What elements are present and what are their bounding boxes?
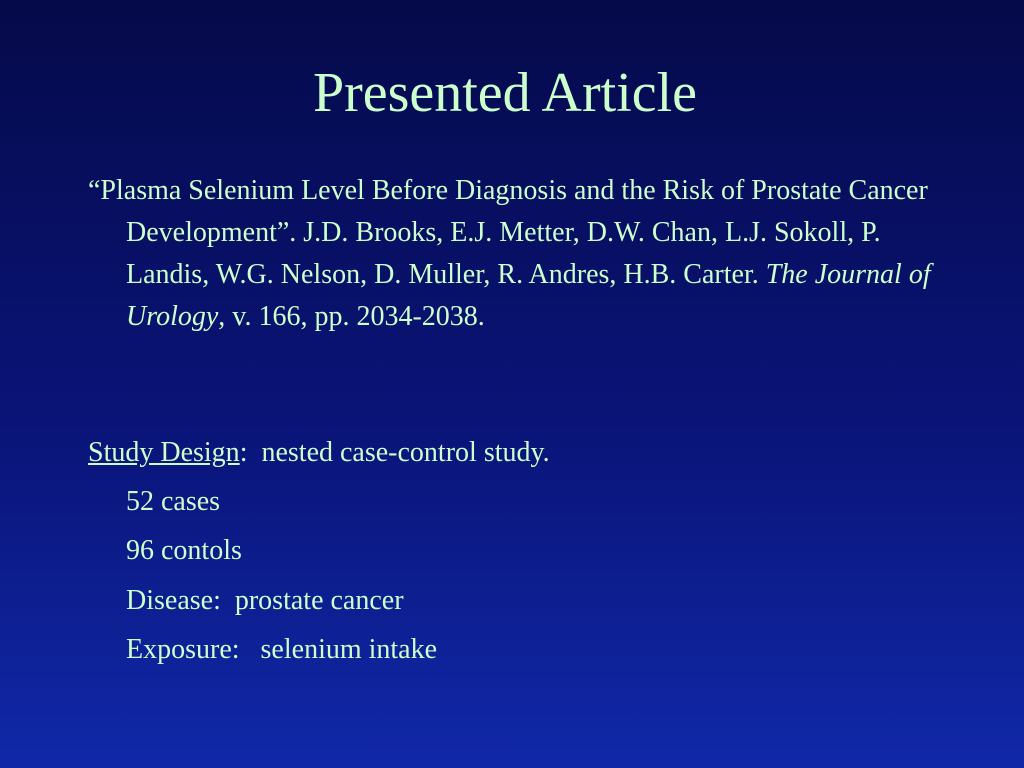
slide-title: Presented Article xyxy=(312,62,698,124)
study-design-label: Study Design xyxy=(88,437,240,468)
journal-name: The Journal of Urology xyxy=(126,259,931,332)
study-detail-cases: 52 cases xyxy=(126,486,221,517)
article-citation xyxy=(88,170,968,338)
study-detail-disease: Disease: prostate cancer xyxy=(126,584,404,616)
study-design-text: : nested case-control study. xyxy=(239,437,550,468)
citation-volume-pages: , v. 166, pp. 2034-2038. xyxy=(218,301,485,332)
study-details-list xyxy=(126,481,437,678)
study-detail-controls: 96 contols xyxy=(126,535,242,567)
study-detail-exposure: Exposure: selenium intake xyxy=(126,633,438,665)
study-design xyxy=(88,432,550,474)
citation-text: “Plasma Selenium Level Before Diagnosis and the Risk of Prostate Cancer Development”. J.D. Brooks, E.J. Metter, D.W. Chan, L.J. Sokoll, P. Landis, W.G. Nelson, D. Muller, R. Andres, H.B. Carter. xyxy=(88,175,928,290)
